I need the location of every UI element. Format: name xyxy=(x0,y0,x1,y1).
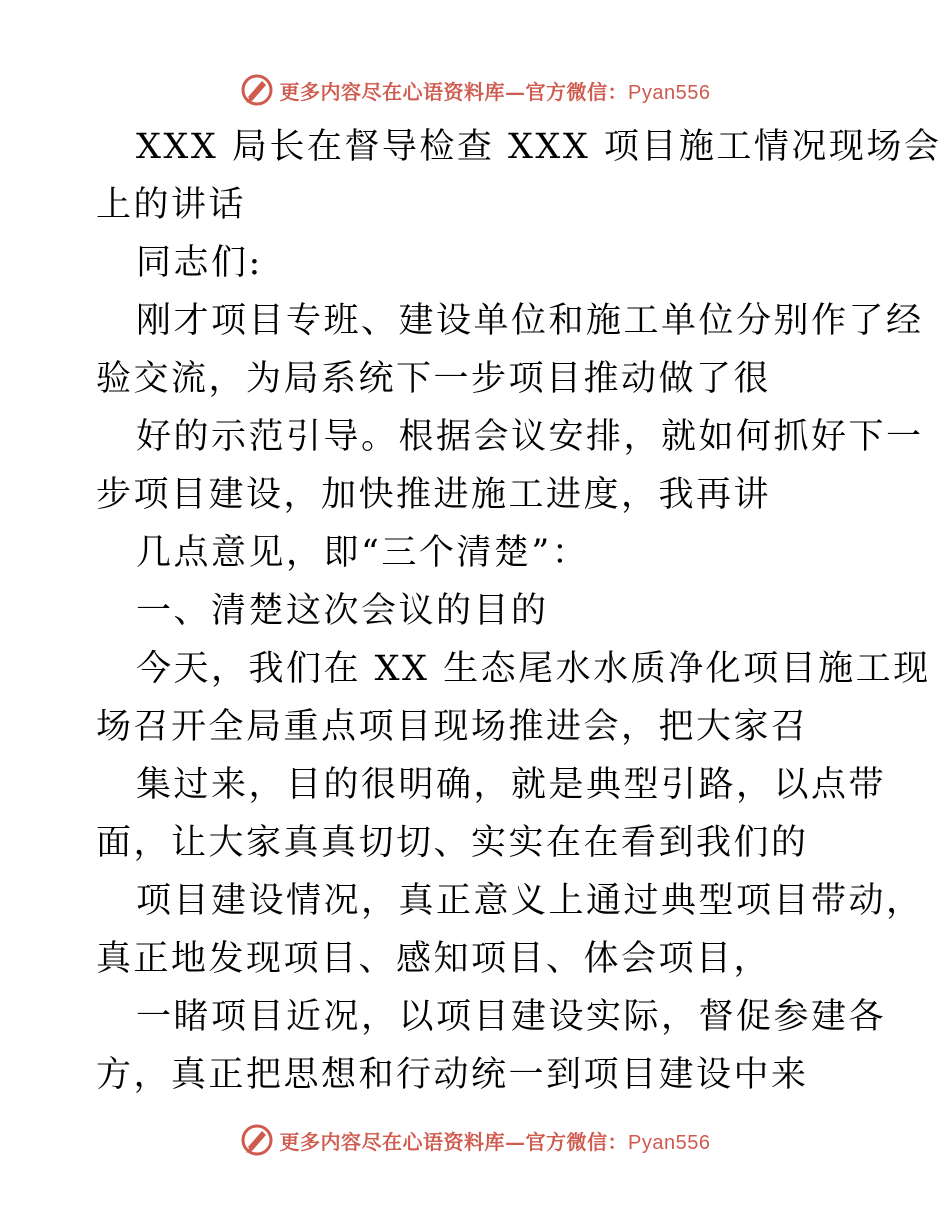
document-line: 一、清楚这次会议的目的 xyxy=(136,591,549,631)
document-line: 上的讲话 xyxy=(96,185,247,225)
document-line: 刚才项目专班、建设单位和施工单位分别作了经 xyxy=(136,301,924,341)
document-line: 步项目建设，加快推进施工进度，我再讲 xyxy=(96,475,772,515)
document-line: 场召开全局重点项目现场推进会，把大家召 xyxy=(96,707,809,747)
document-body xyxy=(96,118,942,1104)
footer-watermark xyxy=(0,1120,950,1160)
watermark-wechat-id: Pyan556 xyxy=(628,1131,711,1154)
document-line: 好的示范引导。根据会议安排，就如何抓好下一 xyxy=(136,417,924,457)
document-line: 验交流，为局系统下一步项目推动做了很 xyxy=(96,359,772,399)
watermark-logo-icon xyxy=(240,73,274,107)
watermark-wechat-id: Pyan556 xyxy=(628,81,711,104)
watermark-logo-icon xyxy=(240,1123,274,1157)
watermark-text: 更多内容尽在心语资料库—官方微信：Pyan556 xyxy=(279,79,711,104)
document-line: 真正地发现项目、感知项目、体会项目， xyxy=(96,939,772,979)
document-line: 一睹项目近况，以项目建设实际，督促参建各 xyxy=(136,997,887,1037)
document-line: XXX 局长在督导检查 XXX 项目施工情况现场会 xyxy=(136,127,942,167)
watermark-text: 更多内容尽在心语资料库—官方微信：Pyan556 xyxy=(279,1129,711,1154)
document-line: 今天，我们在 XX 生态尾水水质净化项目施工现 xyxy=(136,649,931,689)
document-line: 面，让大家真真切切、实实在在看到我们的 xyxy=(96,823,809,863)
header-watermark xyxy=(0,70,950,110)
document-line: 同志们: xyxy=(136,243,263,283)
document-line: 几点意见，即“三个清楚”： xyxy=(136,533,590,573)
document-line: 集过来，目的很明确，就是典型引路，以点带 xyxy=(136,765,887,805)
document-line: 项目建设情况，真正意义上通过典型项目带动， xyxy=(136,881,924,921)
document-line: 方，真正把思想和行动统一到项目建设中来 xyxy=(96,1055,809,1095)
